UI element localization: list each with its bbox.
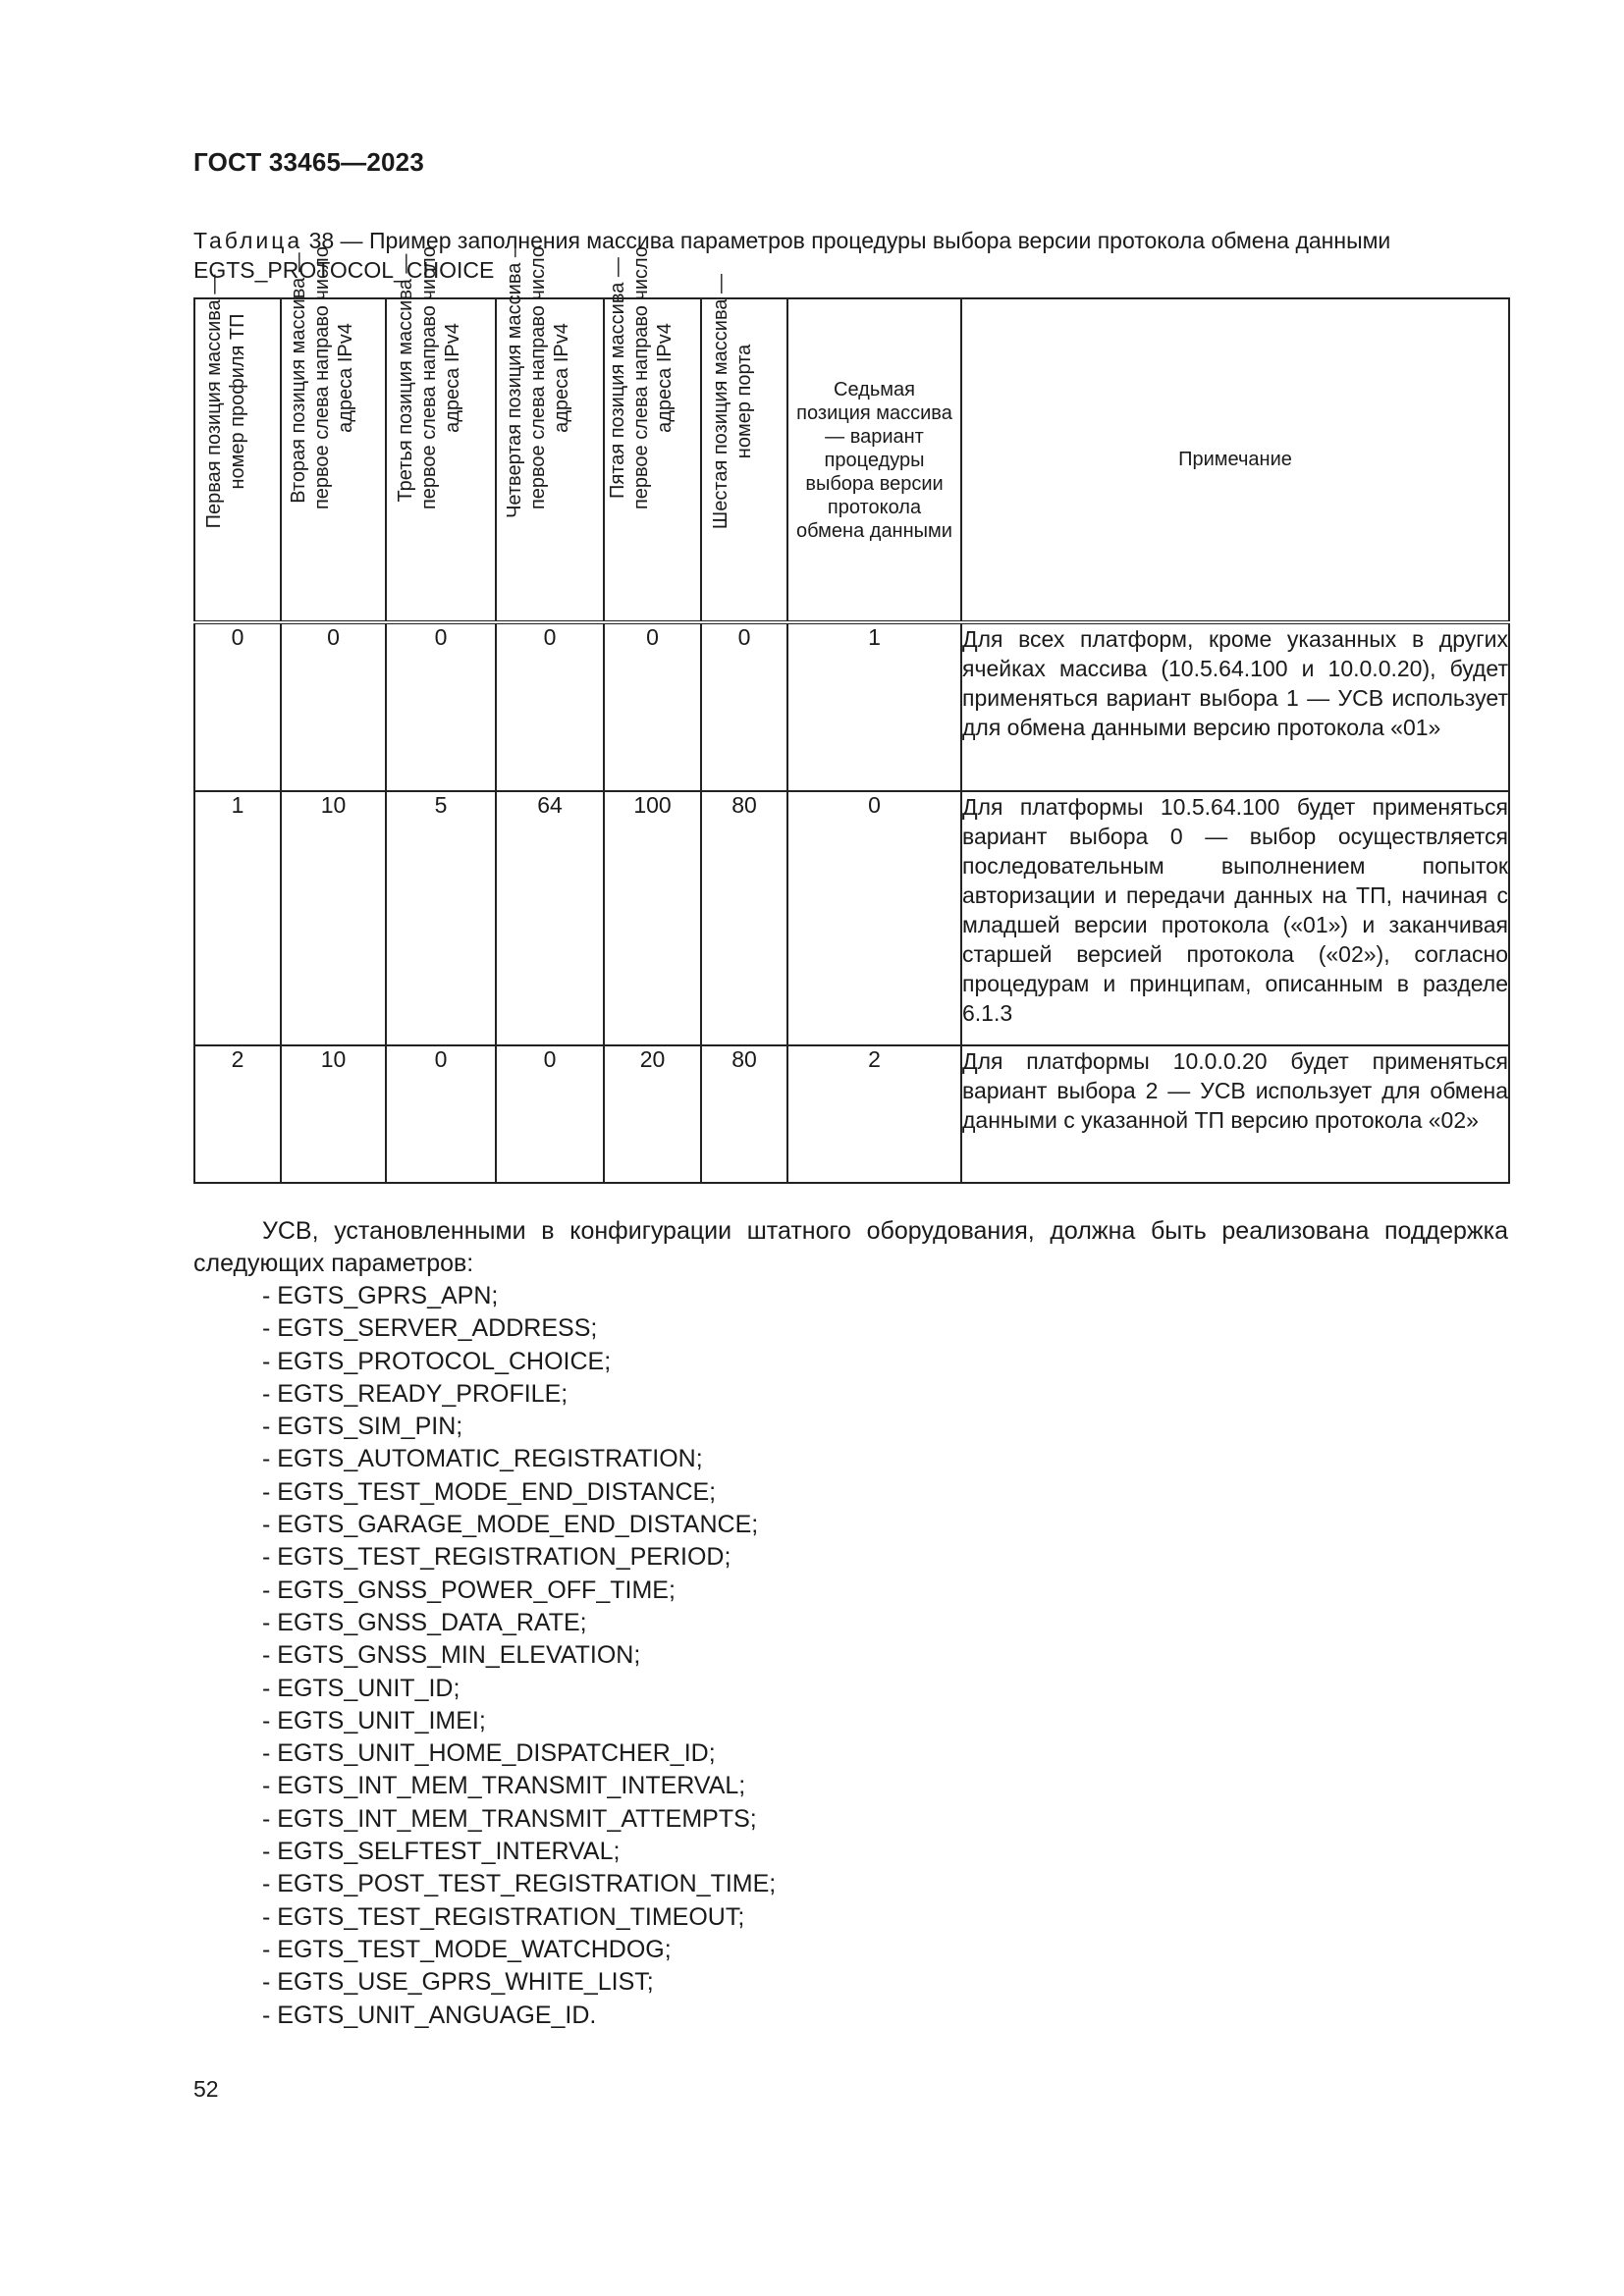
table-cell: 0 (787, 791, 961, 1045)
header-cell-text: Седьмая позиция массива — вариант процедуры выбора версии протокола обмена данными (796, 378, 952, 542)
header-cell-text: Пятая позиция массива — первое слева направо число адреса IPv4 (606, 245, 676, 510)
intro-paragraph: УСВ, установленными в конфигурации штатного оборудования, должна быть реализована поддержка следующих параметров: (193, 1217, 1508, 1277)
list-item: - EGTS_GARAGE_MODE_END_DISTANCE; (262, 1511, 759, 1539)
table-cell: 10 (281, 1045, 386, 1183)
table-cell: 2 (787, 1045, 961, 1183)
table-cell: 20 (604, 1045, 701, 1183)
table-cell: 0 (194, 622, 281, 791)
list-item: - EGTS_UNIT_IMEI; (262, 1706, 486, 1735)
table-caption (193, 226, 1509, 285)
table-note-cell: Для всех платформ, кроме указанных в других ячейках массива (10.5.64.100 и 10.0.0.20), будет применяться вариант выбора 1 — УСВ использует для обмена данными версию протокола «01» (961, 622, 1509, 791)
table-row (194, 1045, 1509, 1183)
header-cell-text: Третья позиция массива — первое слева направо число адреса IPv4 (395, 245, 463, 510)
list-item: - EGTS_SIM_PIN; (262, 1413, 463, 1441)
table-cell: 0 (281, 622, 386, 791)
parameter-list (193, 1280, 1508, 2032)
list-item: - EGTS_TEST_REGISTRATION_PERIOD; (262, 1543, 731, 1572)
list-item: - EGTS_INT_MEM_TRANSMIT_INTERVAL; (262, 1772, 746, 1800)
table-cell: 1 (787, 622, 961, 791)
list-item: - EGTS_UNIT_HOME_DISPATCHER_ID; (262, 1739, 716, 1768)
table-cell: 80 (701, 791, 787, 1045)
table-cell: 0 (604, 622, 701, 791)
list-item: - EGTS_SELFTEST_INTERVAL; (262, 1838, 621, 1866)
body-section (193, 1215, 1508, 2032)
table-header-row (194, 298, 1509, 622)
table-cell: 2 (194, 1045, 281, 1183)
table-cell: 10 (281, 791, 386, 1045)
header-cell-text: Вторая позиция массива — первое слева направо число адреса IPv4 (287, 245, 356, 510)
list-item: - EGTS_GPRS_APN; (262, 1282, 499, 1309)
list-item: - EGTS_TEST_MODE_WATCHDOG; (262, 1935, 672, 1963)
header-cell (281, 245, 386, 622)
header-cell (194, 274, 281, 622)
table-cell: 64 (496, 791, 604, 1045)
list-item: - EGTS_GNSS_POWER_OFF_TIME; (262, 1575, 676, 1604)
list-item: - EGTS_PROTOCOL_CHOICE; (262, 1347, 612, 1375)
page-number: 52 (193, 2076, 219, 2102)
list-item: - EGTS_GNSS_DATA_RATE; (262, 1608, 587, 1636)
table-cell: 0 (386, 1045, 496, 1183)
header-cell-text: Четвертая позиция массива — первое слева направо число адреса IPv4 (504, 238, 572, 518)
header-cell (787, 298, 961, 622)
table-row (194, 791, 1509, 1045)
table-note-cell: Для платформы 10.5.64.100 будет применяться вариант выбора 0 — выбор осуществляется последовательным выполнением попыток авторизации и передачи данных на ТП, начиная с младшей версии протокола («01») и заканчивая старшей версией протокола («02»), согласно процедурам и принципам, описанным в разделе 6.1.3 (961, 791, 1509, 1045)
table-cell: 80 (701, 1045, 787, 1183)
list-item: - EGTS_GNSS_MIN_ELEVATION; (262, 1641, 641, 1670)
header-cell (604, 245, 701, 622)
header-cell-text: Шестая позиция массива — номер порта (710, 273, 755, 530)
table-cell: 1 (194, 791, 281, 1045)
list-item: - EGTS_AUTOMATIC_REGISTRATION; (262, 1445, 703, 1473)
header-cell-text: Примечание (1178, 449, 1292, 470)
list-item: - EGTS_SERVER_ADDRESS; (262, 1314, 598, 1343)
table-cell: 0 (496, 1045, 604, 1183)
table-cell: 0 (496, 622, 604, 791)
list-item: - EGTS_READY_PROFILE; (262, 1379, 568, 1408)
list-item: - EGTS_POST_TEST_REGISTRATION_TIME; (262, 1870, 777, 1898)
document-header: ГОСТ 33465—2023 (193, 147, 424, 177)
header-cell (496, 238, 604, 622)
list-item: - EGTS_TEST_MODE_END_DISTANCE; (262, 1477, 717, 1506)
header-cell (701, 273, 787, 622)
table-cell: 100 (604, 791, 701, 1045)
table-row (194, 622, 1509, 791)
table-cell: 0 (386, 622, 496, 791)
table-caption-text: 38 — Пример заполнения массива параметров процедуры выбора версии протокола обмена данными EGTS_PROTOCOL_CHOICE (193, 228, 1391, 283)
table-cell: 5 (386, 791, 496, 1045)
list-item: - EGTS_UNIT_ID; (262, 1674, 460, 1702)
table-cell: 0 (701, 622, 787, 791)
header-cell-text: Первая позиция массива — номер профиля ТП (203, 274, 248, 529)
table-caption-label: Таблица (193, 228, 303, 253)
list-item: - EGTS_INT_MEM_TRANSMIT_ATTEMPTS; (262, 1804, 757, 1833)
header-cell (386, 245, 496, 622)
list-item: - EGTS_UNIT_ANGUAGE_ID. (262, 2001, 597, 2029)
list-item: - EGTS_TEST_REGISTRATION_TIMEOUT; (262, 1902, 745, 1931)
header-cell (961, 298, 1509, 622)
table-note-cell: Для платформы 10.0.0.20 будет применяться вариант выбора 2 — УСВ использует для обмена данными с указанной ТП версию протокола «02» (961, 1045, 1509, 1183)
list-item: - EGTS_USE_GPRS_WHITE_LIST; (262, 1968, 654, 1997)
